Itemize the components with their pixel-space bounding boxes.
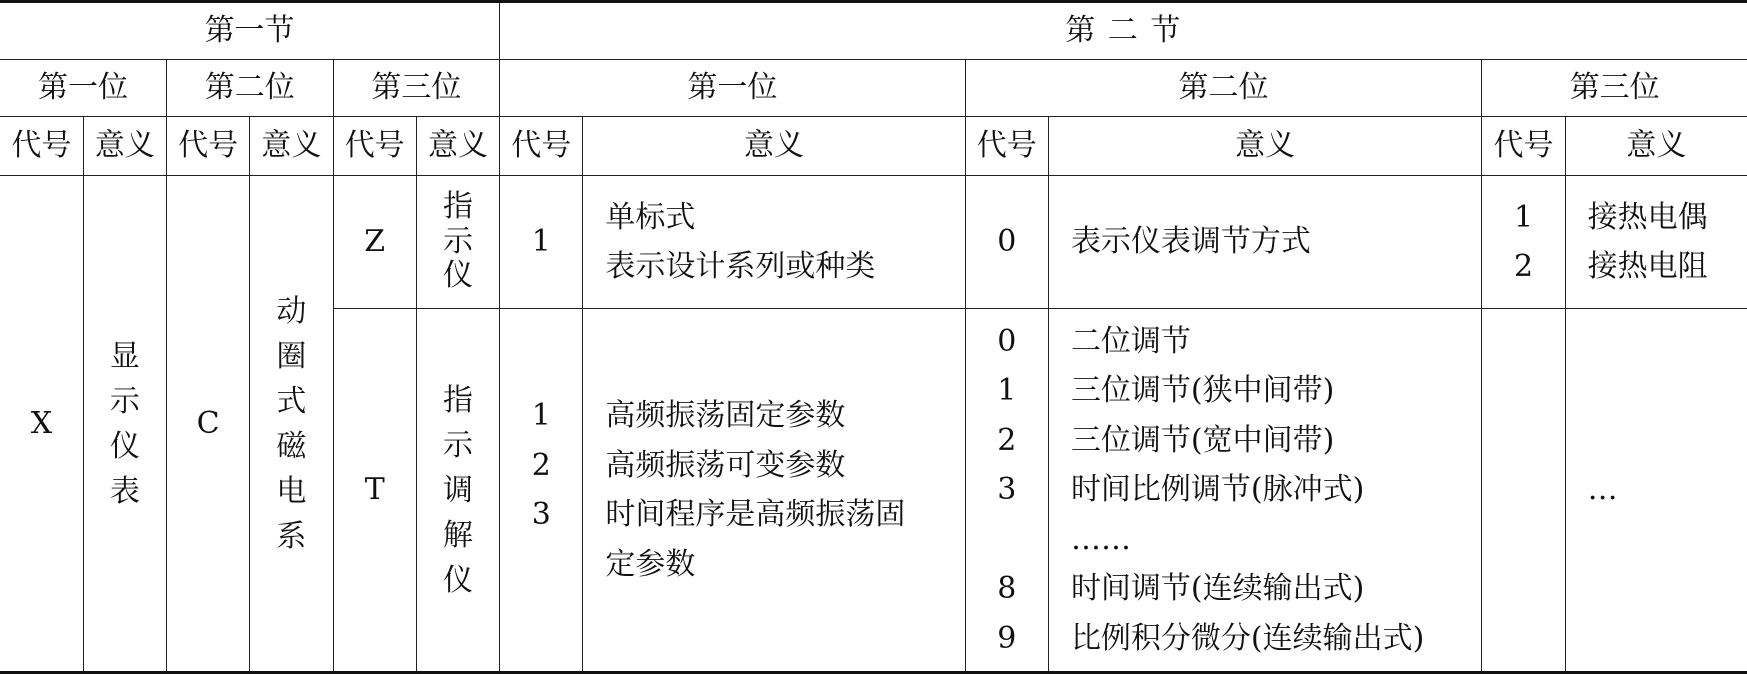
- z-s1p3-code-cell: Z: [333, 176, 416, 309]
- s2-position1-header: 第一位: [500, 60, 966, 117]
- s1-position1-header: 第一位: [0, 60, 167, 117]
- s1p1-code-cell: X: [0, 176, 83, 673]
- z-s2p3-meaning-line: 接热电偶: [1587, 199, 1708, 235]
- s1p2-meaning-cell: [250, 176, 333, 673]
- code-header: 代号: [333, 117, 416, 176]
- t-s2p2-meaning-line: 二位调节: [1070, 323, 1191, 359]
- section1-header: 第一节: [0, 2, 500, 60]
- code-header: 代号: [0, 117, 83, 176]
- z-s2p3-meaning-line: 接热电阻: [1587, 249, 1708, 284]
- t-s2p2-code-line: 1: [997, 373, 1017, 409]
- t-s2p1-code-line: 3: [531, 497, 551, 532]
- t-s2p1-meaning-cell: [583, 309, 965, 673]
- t-s2p1-meaning-line: 定参数: [605, 546, 696, 582]
- s1-position3-header: 第三位: [333, 60, 500, 117]
- z-s2p3-code-line: 1: [1513, 199, 1534, 235]
- z-s2p3-meaning-cell: [1565, 176, 1747, 309]
- s1p2-meaning-text: 动圈式磁电系: [276, 293, 307, 554]
- position-header-row: [0, 60, 1747, 117]
- column-header-row: [0, 117, 1747, 176]
- meaning-header: 意义: [250, 117, 333, 176]
- z-s1p3-meaning-text: 指示仪: [442, 189, 473, 294]
- t-s2p2-code-cell: [965, 309, 1048, 673]
- t-s2p2-meaning-line: 比例积分微分(连续输出式): [1070, 620, 1425, 656]
- t-s2p2-meaning-line: 时间比例调节(脉冲式): [1070, 472, 1365, 508]
- s2-position3-header: 第三位: [1482, 60, 1747, 117]
- t-s2p2-meaning-line: 三位调节(狭中间带): [1070, 373, 1335, 409]
- meaning-header: 意义: [1565, 117, 1747, 176]
- t-s2p1-code-line: 2: [531, 447, 551, 483]
- s1p2-code-cell: C: [167, 176, 250, 673]
- t-s2p1-meaning-line: 高频振荡可变参数: [605, 447, 846, 483]
- table-row-z: [0, 176, 1747, 309]
- code-header: 代号: [167, 117, 250, 176]
- z-s2p2-meaning-cell: 表示仪表调节方式: [1048, 176, 1481, 309]
- s1p1-meaning-text: 显示仪表: [109, 338, 140, 509]
- t-s1p3-meaning-cell: [416, 309, 499, 673]
- t-s2p2-code-line: 8: [997, 571, 1017, 607]
- code-header: 代号: [500, 117, 583, 176]
- section2-header: 第 二 节: [500, 2, 1747, 60]
- t-s2p2-meaning-cell: [1048, 309, 1481, 673]
- t-s2p1-code-cell: [500, 309, 583, 673]
- z-s1p3-meaning-cell: [416, 176, 499, 309]
- section-header-row: [0, 2, 1747, 60]
- meaning-header: 意义: [583, 117, 965, 176]
- z-s2p3-code-cell: [1482, 176, 1565, 309]
- s1p1-meaning-cell: [83, 176, 166, 673]
- t-s2p1-meaning-line: 高频振荡固定参数: [605, 398, 846, 433]
- code-header: 代号: [1482, 117, 1565, 176]
- code-header: 代号: [965, 117, 1048, 176]
- s1-position2-header: 第二位: [167, 60, 334, 117]
- t-s2p2-code-line: [997, 515, 1016, 565]
- t-s2p2-code-line: 9: [997, 620, 1017, 656]
- t-s2p2-code-line: 0: [997, 323, 1017, 359]
- meaning-header: 意义: [1048, 117, 1481, 176]
- t-s2p2-meaning-line: 时间调节(连续输出式): [1070, 571, 1365, 607]
- meaning-header: 意义: [416, 117, 499, 176]
- t-s1p3-meaning-text: 指示调解仪: [442, 382, 473, 598]
- z-s2p1-meaning-cell: [583, 176, 965, 309]
- meaning-header: 意义: [83, 117, 166, 176]
- t-s2p3-code-cell: [1482, 309, 1565, 673]
- z-s2p1-meaning-line: 单标式: [605, 199, 696, 235]
- t-s2p1-code-line: [532, 540, 551, 590]
- z-s2p1-code-cell: 1: [500, 176, 583, 309]
- t-s2p2-code-line: 3: [997, 472, 1017, 508]
- t-s2p3-meaning-cell: …: [1565, 309, 1747, 673]
- t-s2p2-meaning-line: 三位调节(宽中间带): [1070, 422, 1335, 458]
- z-s2p1-meaning-line: 表示设计系列或种类: [605, 249, 876, 284]
- t-s2p1-code-line: 1: [531, 398, 551, 433]
- z-s2p2-code-cell: 0: [965, 176, 1048, 309]
- t-s2p1-meaning-line: 时间程序是高频振荡固: [605, 497, 906, 532]
- t-s2p2-meaning-line: ……: [1070, 521, 1131, 557]
- s2-position2-header: 第二位: [965, 60, 1482, 117]
- t-s2p2-code-line: 2: [997, 422, 1017, 458]
- t-s1p3-code-cell: T: [333, 309, 416, 673]
- z-s2p3-code-line: 2: [1513, 249, 1534, 284]
